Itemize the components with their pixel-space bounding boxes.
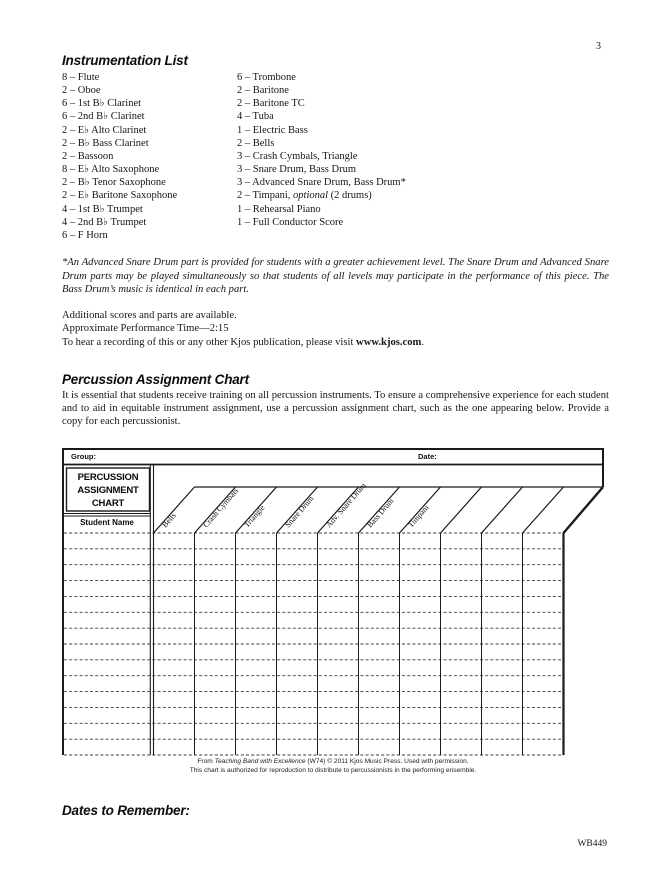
availability-notes xyxy=(62,309,424,349)
header-diagonal xyxy=(441,487,482,533)
column-header-label: Snare Drum xyxy=(283,494,316,530)
page-number: 3 xyxy=(596,41,601,52)
instrument-line: 6 – Trombone xyxy=(237,72,296,83)
instrument-line: 2 – Baritone TC xyxy=(237,98,305,110)
instrument-line: 3 – Snare Drum, Bass Drum xyxy=(237,164,356,176)
date-field-label: Date: xyxy=(418,451,437,461)
dates-to-remember-title: Dates to Remember: xyxy=(62,803,190,818)
instrument-list-left xyxy=(62,71,177,242)
column-header-label: Timpani xyxy=(406,503,431,530)
instrument-line: 2 – Baritone xyxy=(237,85,289,97)
instrument-line: 2 – Bassoon xyxy=(62,150,114,162)
instrument-line: 6 – 2nd B♭ Clarinet xyxy=(62,111,145,123)
chart-footer-source-title: Teaching Band with Excellence xyxy=(214,757,306,765)
column-header-label: Adv. Snare Drum xyxy=(324,481,368,530)
column-header-label: Bass Drum xyxy=(365,496,396,530)
recording-line-text: To hear a recording of this or any other Kjos publication, please visit xyxy=(62,336,357,348)
instrument-line: 3 – Advanced Snare Drum, Bass Drum* xyxy=(237,177,406,189)
instrument-list-right xyxy=(237,71,406,229)
recording-line-period: . xyxy=(421,336,425,348)
recording-line xyxy=(62,336,424,349)
instrument-line: 2 – E♭ Baritone Saxophone xyxy=(62,190,178,202)
instrument-line: 1 – Full Conductor Score xyxy=(237,216,344,228)
instrument-line xyxy=(237,189,406,202)
instrument-line: 8 – E♭ Alto Saxophone xyxy=(62,164,160,176)
percussion-section-body: It is essential that students receive training on all percussion instruments. To ensure a comprehensive experience for each student and to aid in equitable instrument assignment, use a percussion assignment chart, such as the one appearing below. Provide a copy for each percussionist. xyxy=(62,390,609,428)
column-header-label: Triangle xyxy=(242,503,267,530)
chart-footer xyxy=(62,757,604,776)
instrument-line: 3 – Crash Cymbals, Triangle xyxy=(237,150,358,162)
additional-scores-line: Additional scores and parts are available. xyxy=(62,310,237,321)
chart-footer-line1-prefix: From xyxy=(197,757,215,765)
instrument-line: 8 – Flute xyxy=(62,72,100,83)
instrument-line-segment: (2 drums) xyxy=(328,190,372,202)
instrumentation-title: Instrumentation List xyxy=(62,53,188,68)
instrument-line: 2 – E♭ Alto Clarinet xyxy=(62,124,147,136)
catalog-number: WB449 xyxy=(577,839,607,849)
chart-footer-line2: This chart is authorized for reproduction to distribute to percussionists in the performing ensemble. xyxy=(189,767,477,775)
chart-panel-title: PERCUSSION ASSIGNMENT CHART xyxy=(77,472,139,509)
column-header-label: Bells xyxy=(160,510,178,530)
header-diagonal xyxy=(482,487,523,533)
performance-time-line: Approximate Performance Time—2:15 xyxy=(62,323,229,335)
column-header-label: Crash Cymbals xyxy=(201,486,241,530)
percussion-section-title: Percussion Assignment Chart xyxy=(62,372,249,387)
instrument-line-segment: optional xyxy=(293,190,329,202)
instrument-line: 2 – Oboe xyxy=(62,85,101,97)
header-diagonal xyxy=(523,487,564,533)
group-field-label: Group: xyxy=(71,451,96,461)
instrument-line: 6 – 1st B♭ Clarinet xyxy=(62,98,142,110)
student-name-column-header: Student Name xyxy=(80,518,134,527)
instrument-line: 4 – 2nd B♭ Trumpet xyxy=(62,216,147,228)
instrument-line: 2 – Bells xyxy=(237,137,275,149)
chart-footer-line1-suffix: (W74) © 2011 Kjos Music Press. Used with permission. xyxy=(305,757,469,765)
percussion-assignment-chart xyxy=(62,448,604,757)
header-diagonal-right xyxy=(564,487,604,533)
instrument-line: 2 – B♭ Tenor Saxophone xyxy=(62,177,166,189)
instrument-line: 2 – B♭ Bass Clarinet xyxy=(62,137,149,149)
instrument-line: 1 – Electric Bass xyxy=(237,124,308,136)
instrument-line-segment: 2 – Timpani, xyxy=(237,190,294,202)
kjos-url: www.kjos.com xyxy=(356,336,422,348)
header-diagonal xyxy=(154,487,195,533)
instrument-line: 4 – Tuba xyxy=(237,111,274,123)
chart-footer-line1 xyxy=(62,757,604,767)
advanced-snare-footnote: *An Advanced Snare Drum part is provided for students with a greater achievement level. The Snare Drum and Advanced Snare Drum parts may be played simultaneously so that students of all levels may participate in the performance of this piece. The Bass Drum’s music is identical in each part. xyxy=(62,257,609,295)
instrument-line: 6 – F Horn xyxy=(62,229,108,241)
instrument-line: 1 – Rehearsal Piano xyxy=(237,203,321,215)
instrument-line: 4 – 1st B♭ Trumpet xyxy=(62,203,143,215)
